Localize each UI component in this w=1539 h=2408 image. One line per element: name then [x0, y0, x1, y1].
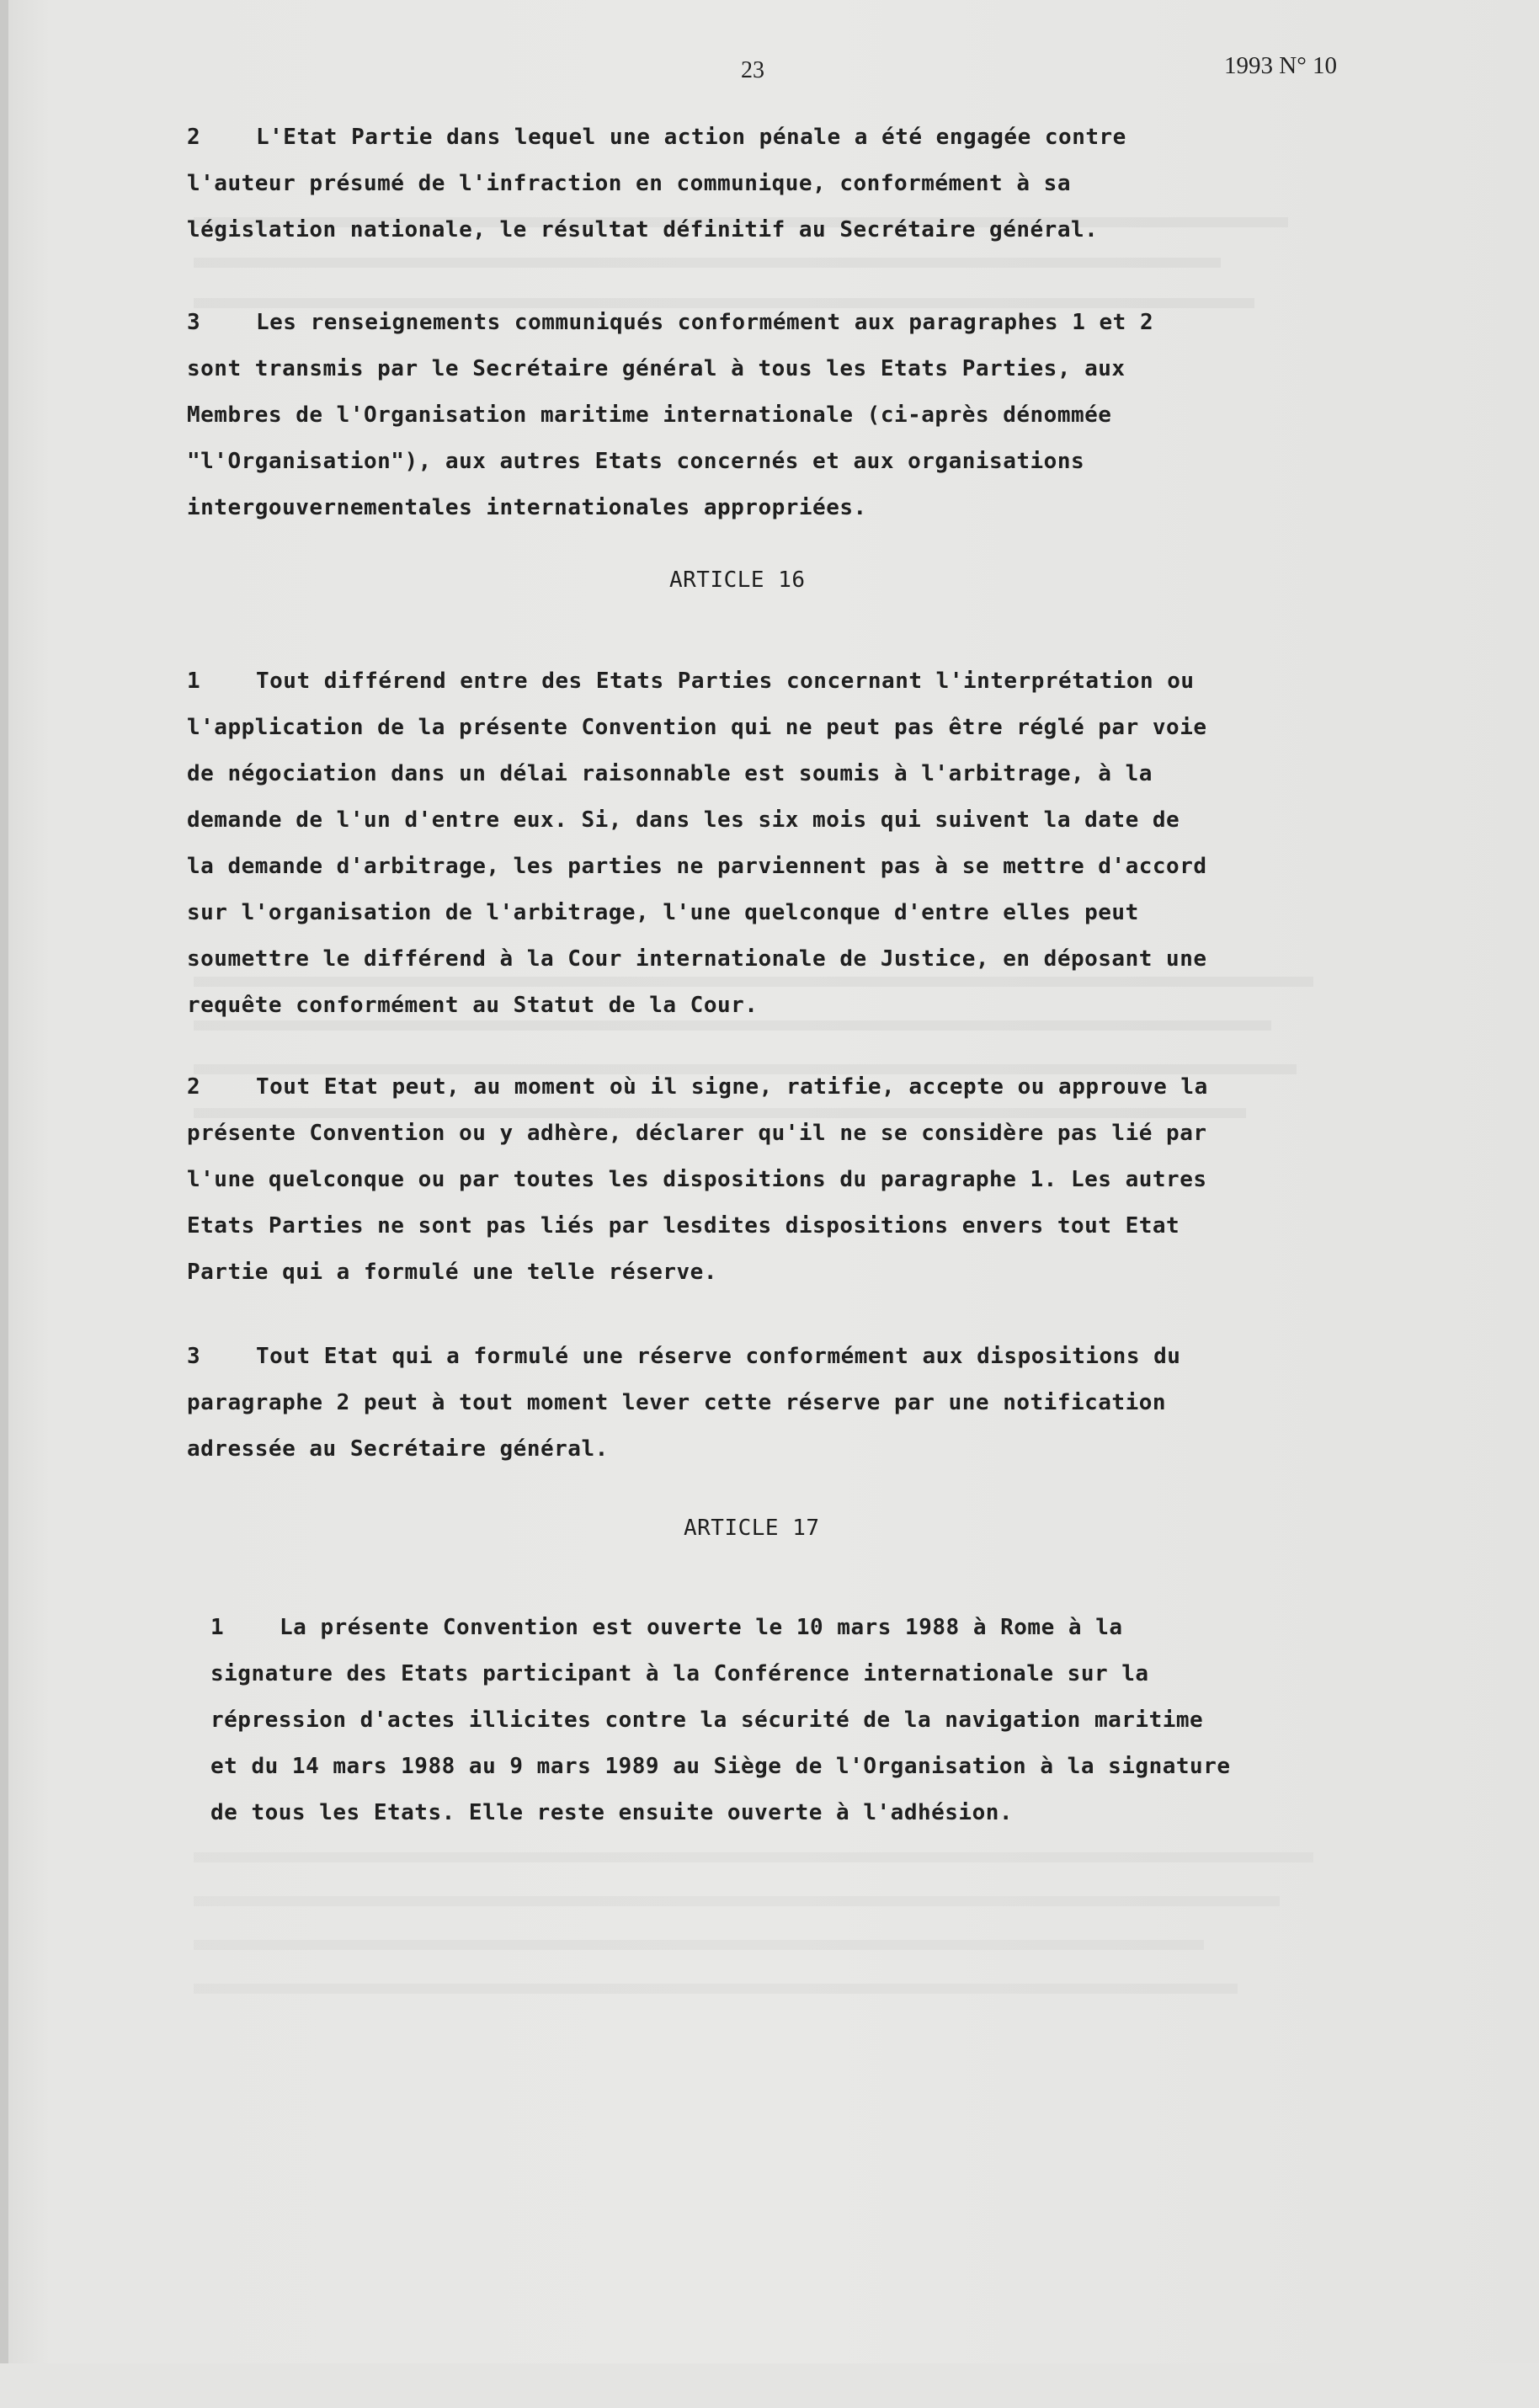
paragraph-line: de négociation dans un délai raisonnable est soumis à l'arbitrage, à la — [187, 761, 1153, 786]
paragraph-line: Membres de l'Organisation maritime internationale (ci-après dénommée — [187, 402, 1112, 428]
paragraph-16-3 — [187, 1334, 1366, 1473]
article-17-heading: ARTICLE 17 — [684, 1516, 820, 1541]
paragraph-line — [187, 1064, 1366, 1111]
paragraph-text: La présente Convention est ouverte le 10 mars 1988 à Rome à la — [280, 1615, 1123, 1640]
paragraph-line: signature des Etats participant à la Conférence internationale sur la — [210, 1661, 1149, 1686]
paragraph-line: et du 14 mars 1988 au 9 mars 1989 au Siège de l'Organisation à la signature — [210, 1754, 1231, 1779]
paragraph-line: l'une quelconque ou par toutes les dispositions du paragraphe 1. Les autres — [187, 1167, 1207, 1192]
paragraph-text: Les renseignements communiqués conformément aux paragraphes 1 et 2 — [256, 310, 1154, 335]
paragraph-text: Tout Etat peut, au moment où il signe, ratifie, accepte ou approuve la — [256, 1074, 1208, 1100]
paragraph-16-1 — [187, 658, 1366, 1029]
paragraph-line: soumettre le différend à la Cour internationale de Justice, en déposant une — [187, 946, 1207, 972]
paragraph-line: l'auteur présumé de l'infraction en communique, conformément à sa — [187, 171, 1071, 196]
paragraph-17-1 — [210, 1605, 1389, 1836]
paragraph-line: paragraphe 2 peut à tout moment lever cette réserve par une notification — [187, 1390, 1167, 1415]
paragraph-number: 3 — [187, 310, 201, 335]
paragraph-line: Etats Parties ne sont pas liés par lesdites dispositions envers tout Etat — [187, 1213, 1180, 1239]
paragraph-line: de tous les Etats. Elle reste ensuite ouverte à l'adhésion. — [210, 1800, 1014, 1825]
page-number: 23 — [741, 57, 764, 83]
paragraph-text: Tout Etat qui a formulé une réserve conformément aux dispositions du — [256, 1344, 1181, 1369]
paragraph-line — [187, 658, 1366, 705]
paragraph-number: 1 — [210, 1615, 225, 1640]
paragraph-line: demande de l'un d'entre eux. Si, dans les six mois qui suivent la date de — [187, 807, 1180, 833]
paragraph-line — [187, 115, 1366, 161]
paragraph-line: présente Convention ou y adhère, déclarer qu'il ne se considère pas lié par — [187, 1121, 1207, 1146]
paragraph-line: répression d'actes illicites contre la sécurité de la navigation maritime — [210, 1707, 1204, 1733]
paragraph-text: Tout différend entre des Etats Parties concernant l'interprétation ou — [256, 669, 1195, 694]
paragraph-line: "l'Organisation"), aux autres Etats concernés et aux organisations — [187, 449, 1085, 474]
paragraph-line: requête conformément au Statut de la Cour. — [187, 993, 759, 1018]
paragraph-line: intergouvernementales internationales appropriées. — [187, 495, 867, 520]
article-16-heading: ARTICLE 16 — [669, 567, 806, 593]
paragraph-line: sur l'organisation de l'arbitrage, l'une quelconque d'entre elles peut — [187, 900, 1139, 925]
paragraph-line: la demande d'arbitrage, les parties ne parviennent pas à se mettre d'accord — [187, 854, 1207, 879]
paragraph-line: législation nationale, le résultat définitif au Secrétaire général. — [187, 217, 1099, 242]
bleed-through-texture — [194, 1835, 1347, 2408]
paragraph-line — [187, 1334, 1366, 1380]
paragraph-number: 2 — [187, 125, 201, 150]
paragraph-line: Partie qui a formulé une telle réserve. — [187, 1260, 717, 1285]
paragraph-number: 2 — [187, 1074, 201, 1100]
document-reference: 1993 N° 10 — [1224, 52, 1338, 79]
paragraph-line — [210, 1605, 1389, 1651]
paragraph-line: adressée au Secrétaire général. — [187, 1436, 609, 1462]
paragraph-line: l'application de la présente Convention qui ne peut pas être réglé par voie — [187, 715, 1207, 740]
paragraph-number: 1 — [187, 669, 201, 694]
paragraph-line: sont transmis par le Secrétaire général à tous les Etats Parties, aux — [187, 356, 1126, 381]
paragraph-line — [187, 300, 1366, 346]
page-edge-shadow — [0, 0, 8, 2363]
paragraph-16-2 — [187, 1064, 1366, 1296]
paragraph-number: 3 — [187, 1344, 201, 1369]
paragraph-15-3 — [187, 300, 1366, 531]
paragraph-text: L'Etat Partie dans lequel une action pénale a été engagée contre — [256, 125, 1126, 150]
paragraph-15-2 — [187, 115, 1366, 253]
